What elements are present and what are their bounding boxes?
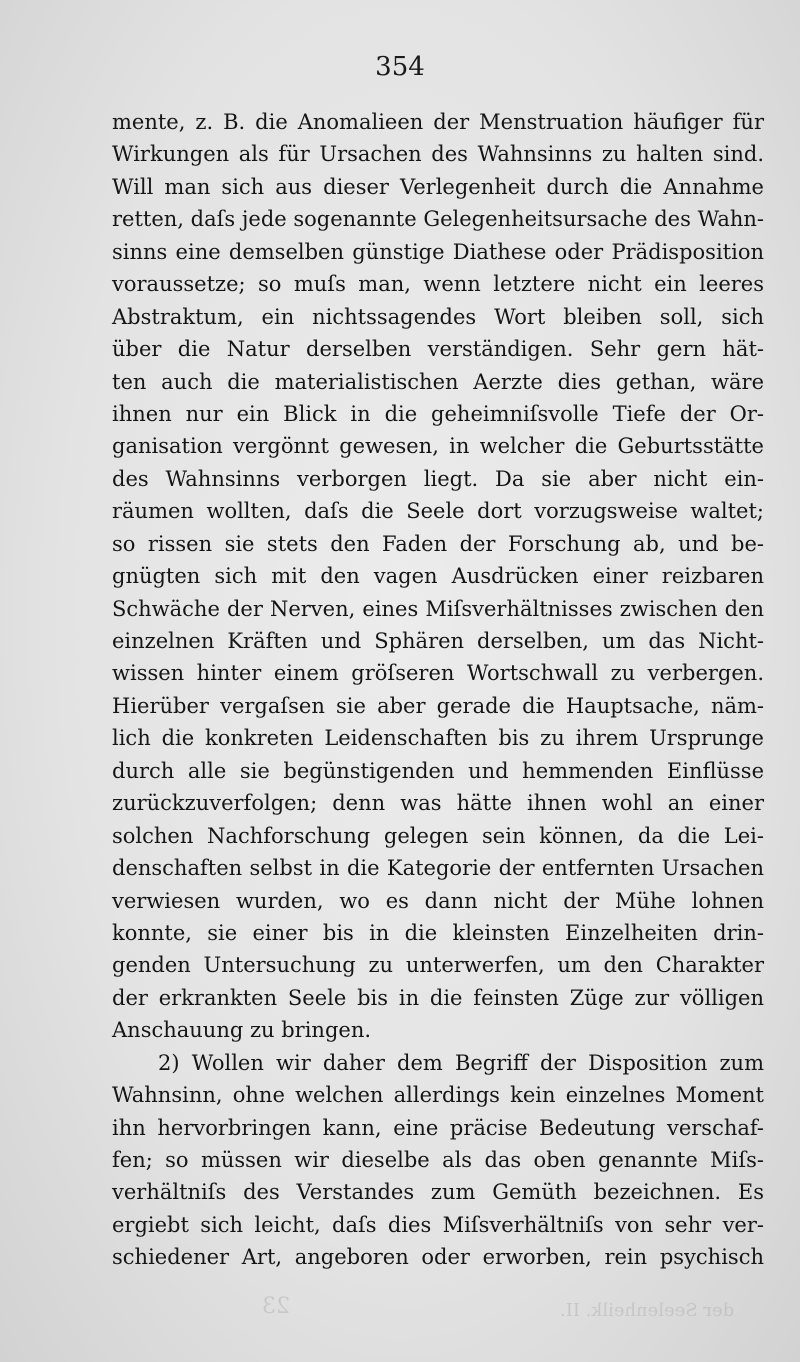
text-line: Wirkungen als für Ursachen des Wahnsinns zu halten sind.: [112, 142, 764, 167]
text-line: ihn hervorbringen kann, eine präcise Bedeutung verschaf-: [112, 1115, 764, 1140]
body-text: [112, 106, 764, 1274]
paragraph-start-line: 2) Wollen wir daher dem Begriff der Disposition zum: [158, 1050, 764, 1075]
text-line: konnte, sie einer bis in die kleinsten Einzelheiten drin-: [112, 920, 764, 945]
text-line: gnügten sich mit den vagen Ausdrücken einer reizbaren: [112, 564, 764, 589]
bleed-through-text: [0, 1288, 800, 1348]
text-line: räumen wollten, daſs die Seele dort vorzugsweise waltet;: [112, 499, 764, 524]
text-line: über die Natur derselben verständigen. Sehr gern hät-: [112, 337, 764, 362]
text-line: Will man sich aus dieser Verlegenheit durch die Annahme: [112, 174, 764, 199]
text-line: des Wahnsinns verborgen liegt. Da sie aber nicht ein-: [112, 466, 764, 491]
text-line: ergiebt sich leicht, daſs dies Miſsverhältniſs von sehr ver-: [112, 1212, 764, 1237]
bleed-through-footer: der Seelenheilk. II.: [560, 1300, 735, 1321]
bleed-through-signature: 23: [262, 1294, 290, 1319]
text-line: sinns eine demselben günstige Diathese oder Prädisposition: [112, 239, 764, 264]
text-line: ten auch die materialistischen Aerzte dies gethan, wäre: [112, 369, 764, 394]
text-line: genden Untersuchung zu unterwerfen, um den Charakter: [112, 953, 764, 978]
text-line: retten, daſs jede sogenannte Gelegenheitsursache des Wahn-: [112, 207, 764, 232]
text-line: mente, z. B. die Anomalieen der Menstruation häufiger für: [112, 110, 764, 134]
text-line: denschaften selbst in die Kategorie der entfernten Ursachen: [112, 856, 764, 881]
page-number: 354: [375, 52, 425, 82]
text-line: schiedener Art, angeboren oder erworben, rein psychisch: [112, 1245, 764, 1270]
text-line: ganisation vergönnt gewesen, in welcher die Geburtsstätte: [112, 434, 764, 459]
text-line: einzelnen Kräften und Sphären derselben, um das Nicht-: [112, 629, 764, 653]
paragraph-end-line: Anschauung zu bringen.: [112, 1018, 372, 1043]
text-line: zurückzuverfolgen; denn was hätte ihnen wohl an einer: [112, 791, 764, 816]
text-line: ihnen nur ein Blick in die geheimniſsvolle Tiefe der Or-: [112, 401, 764, 426]
text-line: fen; so müssen wir dieselbe als das oben genannte Miſs-: [112, 1148, 764, 1172]
text-line: durch alle sie begünstigenden und hemmenden Einflüsse: [112, 758, 764, 783]
text-line: wissen hinter einem gröſseren Wortschwall zu verbergen.: [112, 661, 764, 686]
text-line: Hierüber vergaſsen sie aber gerade die Hauptsache, näm-: [112, 693, 764, 718]
text-line: Abstraktum, ein nichtssagendes Wort bleiben soll, sich: [112, 304, 764, 329]
text-line: lich die konkreten Leidenschaften bis zu ihrem Ursprunge: [112, 726, 764, 751]
text-line: Schwäche der Nerven, eines Miſsverhältnisses zwischen den: [112, 596, 764, 621]
text-line: verwiesen wurden, wo es dann nicht der Mühe lohnen: [112, 888, 764, 913]
text-line: Wahnsinn, ohne welchen allerdings kein einzelnes Moment: [112, 1083, 764, 1108]
text-line: solchen Nachforschung gelegen sein können, da die Lei-: [112, 823, 764, 848]
text-line: der erkrankten Seele bis in die feinsten Züge zur völligen: [112, 985, 764, 1010]
text-line: voraussetze; so muſs man, wenn letztere nicht ein leeres: [112, 272, 764, 297]
text-line: so rissen sie stets den Faden der Forschung ab, und be-: [112, 531, 764, 556]
text-line: verhältniſs des Verstandes zum Gemüth bezeichnen. Es: [112, 1180, 764, 1205]
